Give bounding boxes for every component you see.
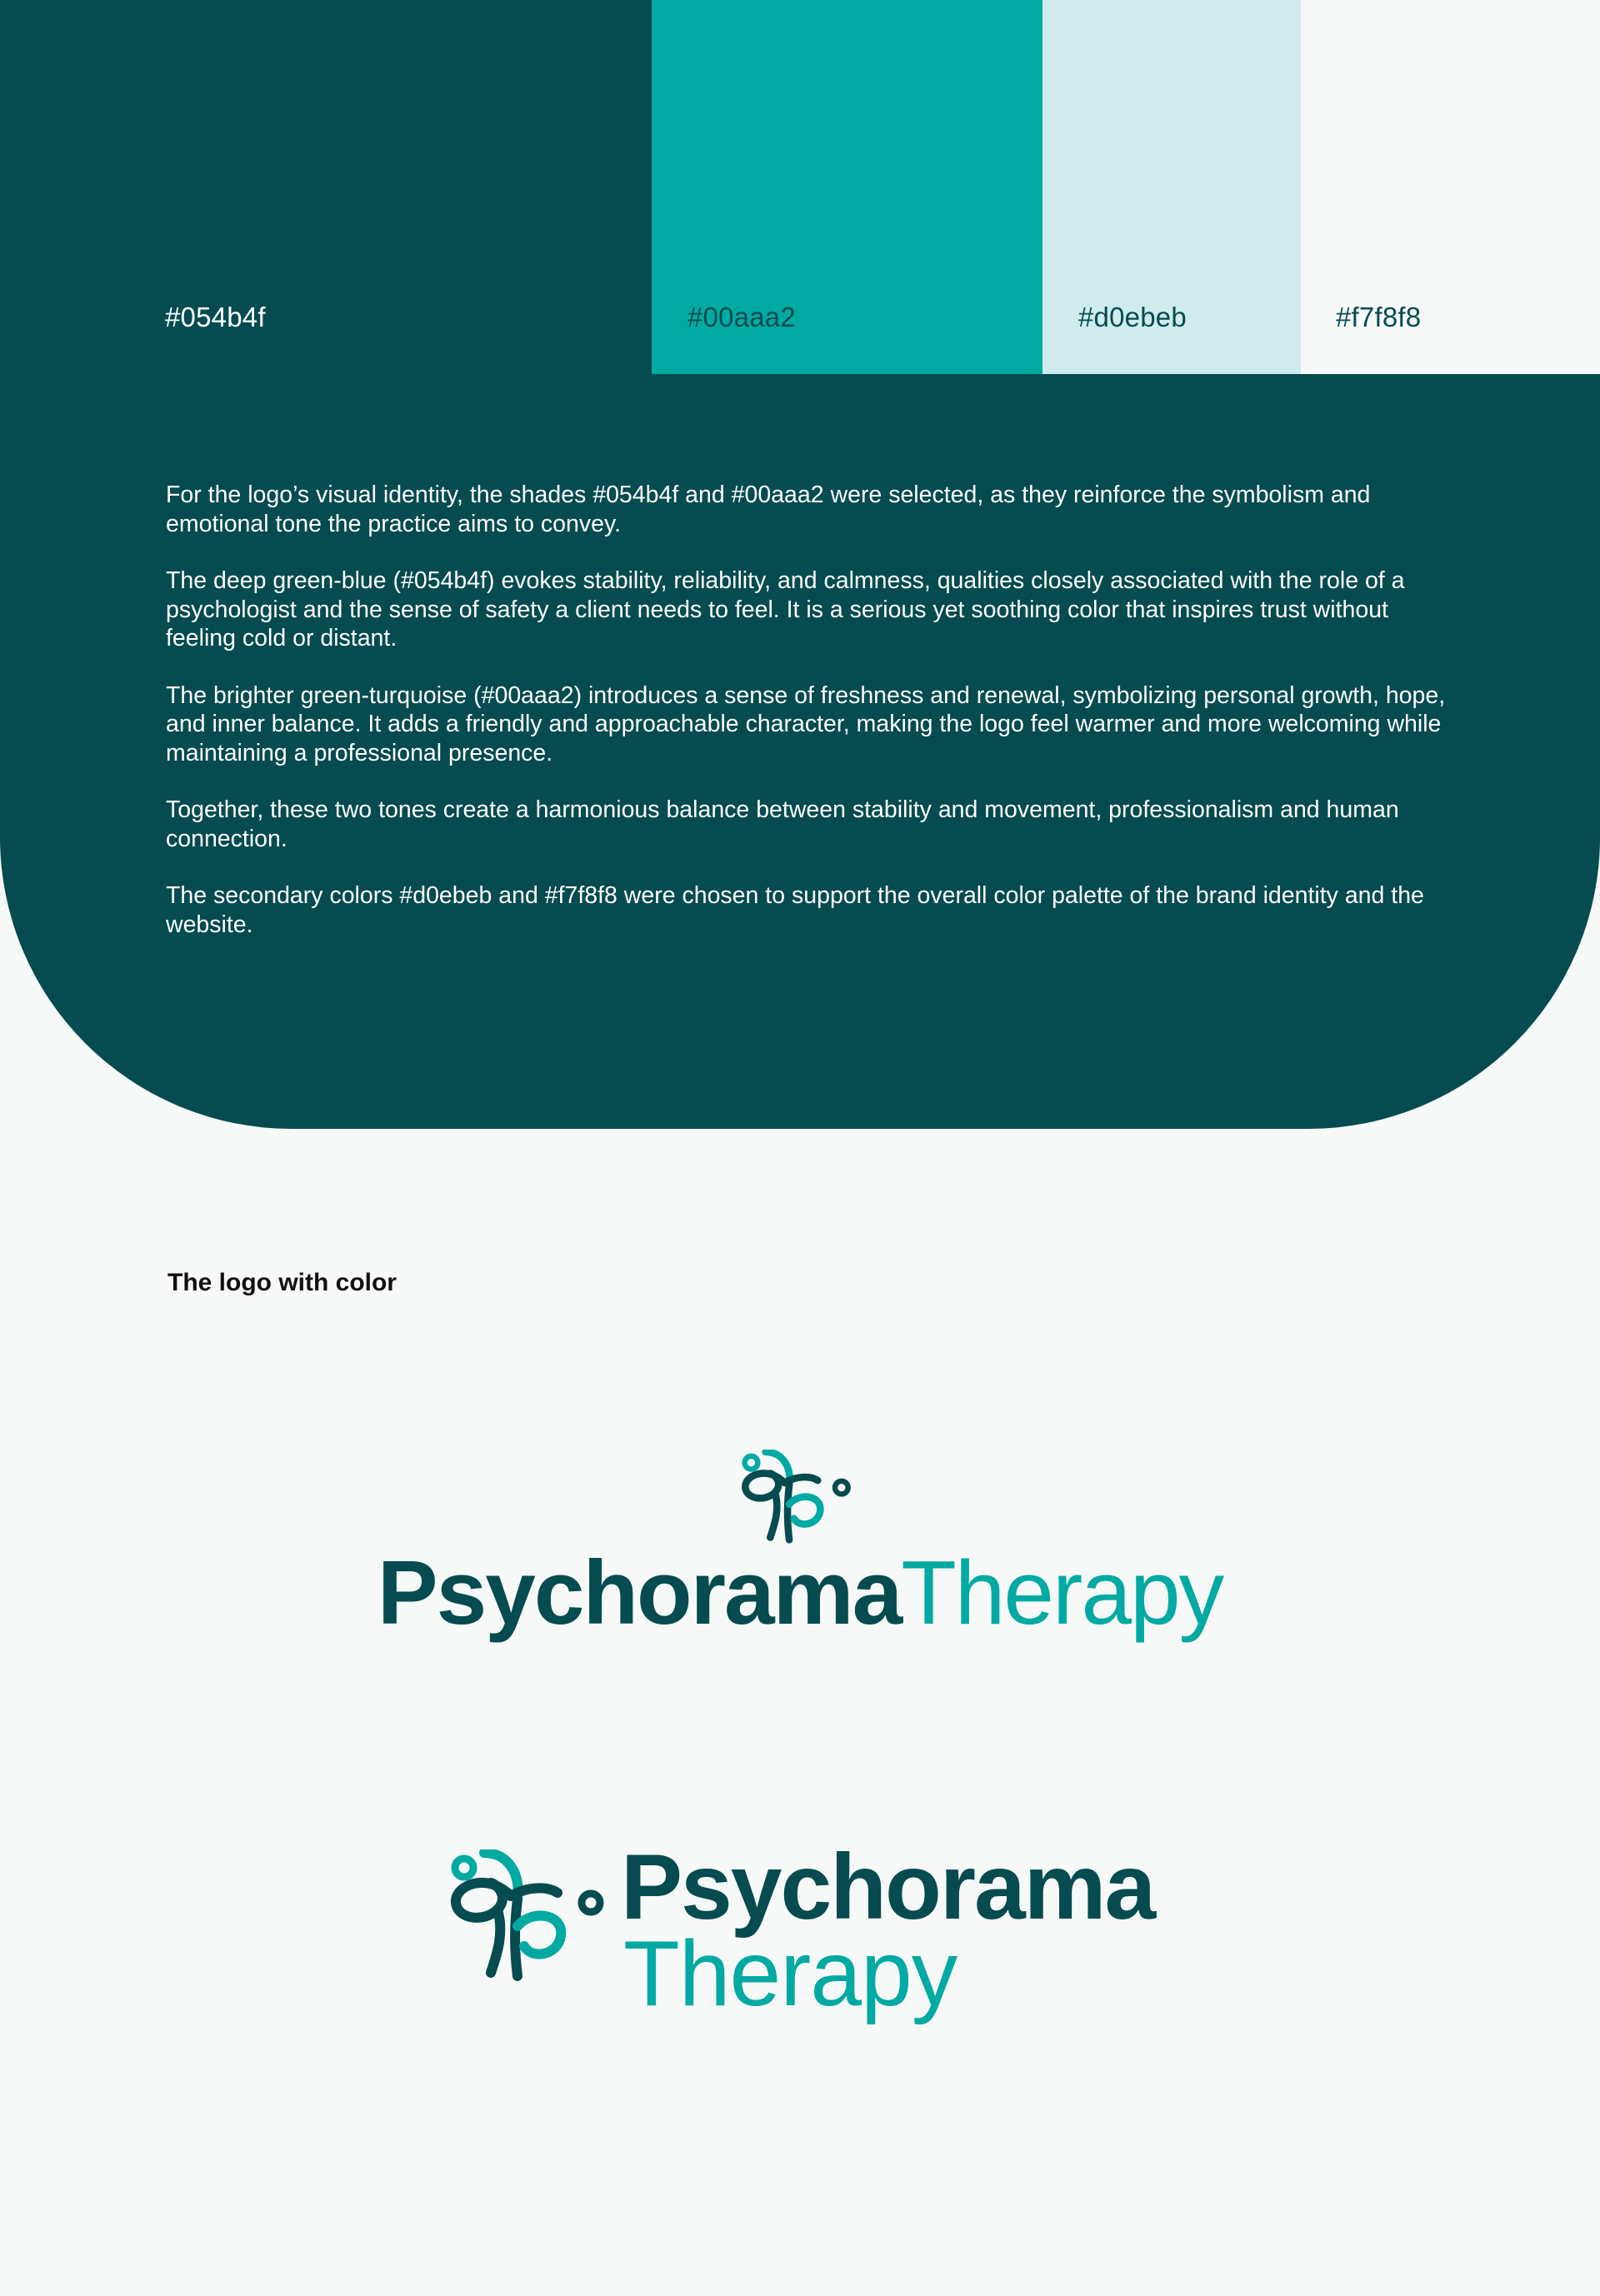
swatch-primary [0, 0, 652, 375]
description-paragraph: For the logo’s visual identity, the shades #054b4f and #00aaa2 were selected, as they reinforce the symbolism and emotional tone the practice aims to convey. [166, 482, 1371, 537]
description-paragraph: The brighter green-turquoise (#00aaa2) introduces a sense of freshness and renewal, symbolizing personal growth, hope, and inner balance. It adds a friendly and approachable character, making the logo feel warmer and more welcoming while maintaining a professional presence. [166, 681, 1446, 766]
swatch-primary-hex: #054b4f [165, 302, 266, 332]
logo-horizontal [0, 1816, 1600, 2033]
logo-word-primary: Psychorama [621, 1835, 1155, 1939]
logo-wordmark [0, 1543, 1600, 1643]
color-description-panel [0, 374, 1600, 1129]
swatch-accent [652, 0, 1042, 375]
color-palette [0, 0, 1600, 375]
tree-figure-mark-icon [448, 1849, 614, 2006]
logo-stacked [0, 1450, 1600, 1666]
swatch-secondary-light-hex: #d0ebeb [1078, 302, 1187, 332]
logo-section-title: The logo with color [168, 1269, 397, 1296]
logo-word-primary: Psychorama [377, 1542, 902, 1644]
swatch-background-hex: #f7f8f8 [1336, 302, 1422, 332]
description-paragraph: The secondary colors #d0ebeb and #f7f8f8 were chosen to support the overall color palette of the brand identity and the website. [166, 882, 1424, 938]
color-description-text [166, 481, 1449, 967]
swatch-secondary-light [1042, 0, 1301, 375]
logo-word-secondary: Therapy [623, 1922, 958, 2025]
logo-word-secondary: Therapy [901, 1542, 1223, 1644]
swatch-accent-hex: #00aaa2 [688, 302, 796, 332]
description-paragraph: Together, these two tones create a harmonious balance between stability and movement, professionalism and human connection. [166, 796, 1399, 852]
description-paragraph: The deep green-blue (#054b4f) evokes stability, reliability, and calmness, qualities closely associated with the role of a psychologist and the sense of safety a client needs to feel. It is a serious yet soothing color that inspires trust without feeling cold or distant. [166, 567, 1405, 651]
swatch-background [1301, 0, 1600, 375]
